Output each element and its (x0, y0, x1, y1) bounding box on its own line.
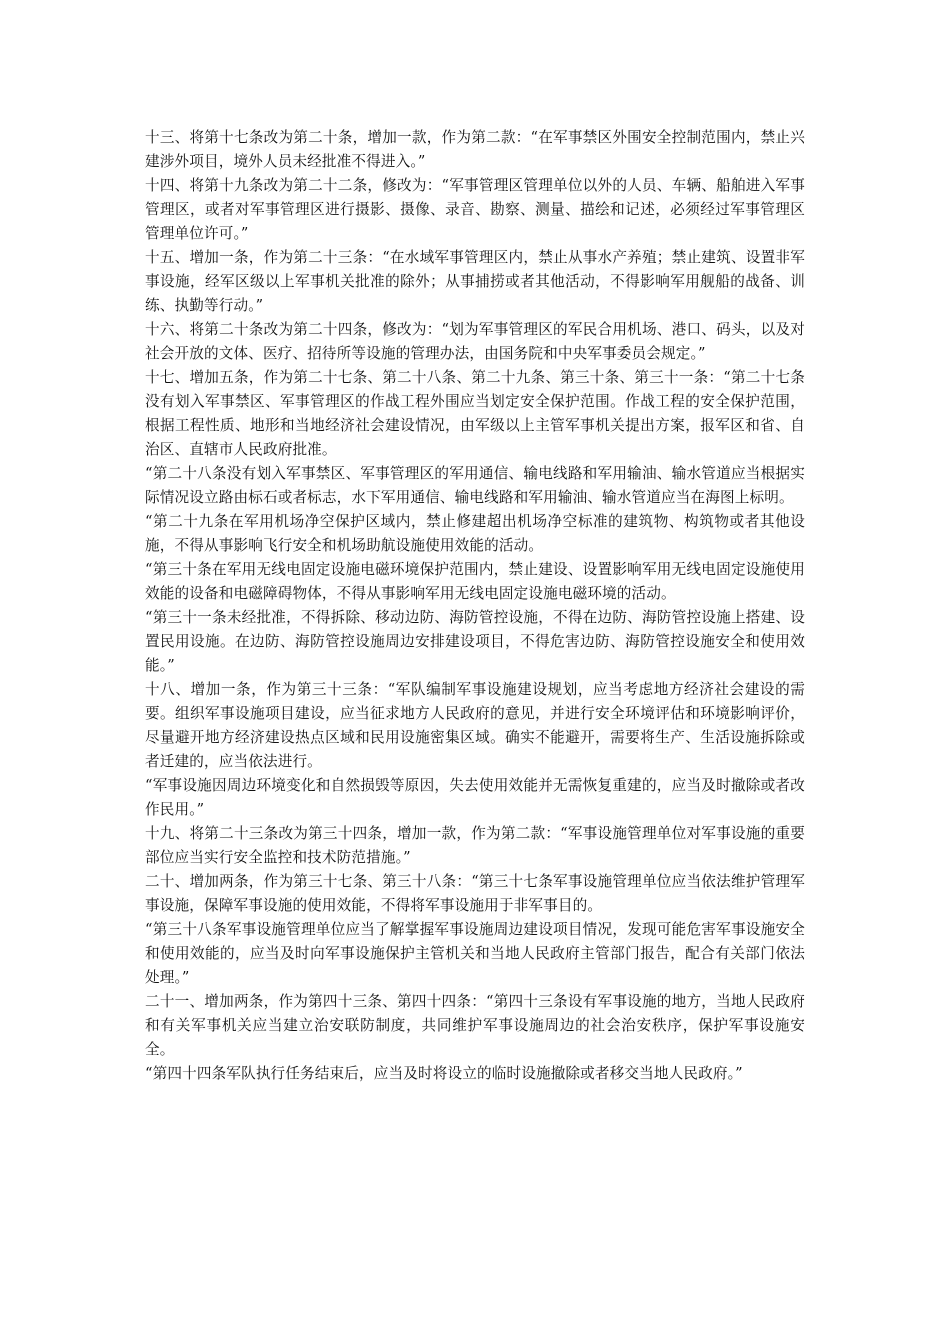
paragraph-20: 二十、增加两条，作为第三十七条、第三十八条：“第三十七条军事设施管理单位应当依法维护管理军事设施，保障军事设施的使用效能，不得将军事设施用于非军事目的。 (145, 873, 805, 914)
paragraph-21-article-44: “第四十四条军队执行任务结束后，应当及时将设立的临时设施撤除或者移交当地人民政府。” (145, 1065, 743, 1082)
paragraph-16: 十六、将第二十条改为第二十四条，修改为：“划为军事管理区的军民合用机场、港口、码头，以及对社会开放的文体、医疗、招待所等设施的管理办法，由国务院和中央军事委员会规定。” (145, 321, 805, 362)
paragraph-17-article-31: “第三十一条未经批准，不得拆除、移动边防、海防管控设施，不得在边防、海防管控设施上搭建、设置民用设施。在边防、海防管控设施周边安排建设项目，不得危害边防、海防管控设施安全和使用效能。” (145, 609, 805, 674)
paragraph-15: 十五、增加一条，作为第二十三条：“在水域军事管理区内，禁止从事水产养殖；禁止建筑、设置非军事设施，经军区级以上军事机关批准的除外；从事捕捞或者其他活动，不得影响军用舰船的战备、训练、执勤等行动。” (145, 249, 805, 314)
paragraph-18-second-clause: “军事设施因周边环境变化和自然损毁等原因，失去使用效能并无需恢复重建的，应当及时撤除或者改作民用。” (145, 777, 805, 818)
paragraph-17-article-28: “第二十八条没有划入军事禁区、军事管理区的军用通信、输电线路和军用输油、输水管道应当根据实际情况设立路由标石或者标志，水下军用通信、输电线路和军用输油、输水管道应当在海图上标明。 (145, 465, 805, 506)
paragraph-17-article-29: “第二十九条在军用机场净空保护区域内，禁止修建超出机场净空标准的建筑物、构筑物或者其他设施，不得从事影响飞行安全和机场助航设施使用效能的活动。 (145, 513, 805, 554)
paragraph-14: 十四、将第十九条改为第二十二条，修改为：“军事管理区管理单位以外的人员、车辆、船舶进入军事管理区，或者对军事管理区进行摄影、摄像、录音、勘察、测量、描绘和记述，必须经过军事管理区管理单位许可。” (145, 177, 805, 242)
paragraph-20-article-38: “第三十八条军事设施管理单位应当了解掌握军事设施周边建设项目情况，发现可能危害军事设施安全和使用效能的，应当及时向军事设施保护主管机关和当地人民政府主管部门报告，配合有关部门依法处理。” (145, 921, 805, 986)
paragraph-13: 十三、将第十七条改为第二十条，增加一款，作为第二款：“在军事禁区外围安全控制范围内，禁止兴建涉外项目，境外人员未经批准不得进入。” (145, 129, 805, 170)
document-body (145, 126, 805, 1086)
paragraph-17: 十七、增加五条，作为第二十七条、第二十八条、第二十九条、第三十条、第三十一条：“第二十七条没有划入军事禁区、军事管理区的作战工程外围应当划定安全保护范围。作战工程的安全保护范围，根据工程性质、地形和当地经济社会建设情况，由军级以上主管军事机关提出方案，报军区和省、自治区、直辖市人民政府批准。 (145, 369, 805, 458)
paragraph-19: 十九、将第二十三条改为第三十四条，增加一款，作为第二款：“军事设施管理单位对军事设施的重要部位应当实行安全监控和技术防范措施。” (145, 825, 805, 866)
paragraph-17-article-30: “第三十条在军用无线电固定设施电磁环境保护范围内，禁止建设、设置影响军用无线电固定设施使用效能的设备和电磁障碍物体，不得从事影响军用无线电固定设施电磁环境的活动。 (145, 561, 805, 602)
paragraph-18: 十八、增加一条，作为第三十三条：“军队编制军事设施建设规划，应当考虑地方经济社会建设的需要。组织军事设施项目建设，应当征求地方人民政府的意见，并进行安全环境评估和环境影响评价，尽量避开地方经济建设热点区域和民用设施密集区域。确实不能避开，需要将生产、生活设施拆除或者迁建的，应当依法进行。 (145, 681, 805, 770)
paragraph-21: 二十一、增加两条，作为第四十三条、第四十四条：“第四十三条设有军事设施的地方，当地人民政府和有关军事机关应当建立治安联防制度，共同维护军事设施周边的社会治安秩序，保护军事设施安全。 (145, 993, 805, 1058)
